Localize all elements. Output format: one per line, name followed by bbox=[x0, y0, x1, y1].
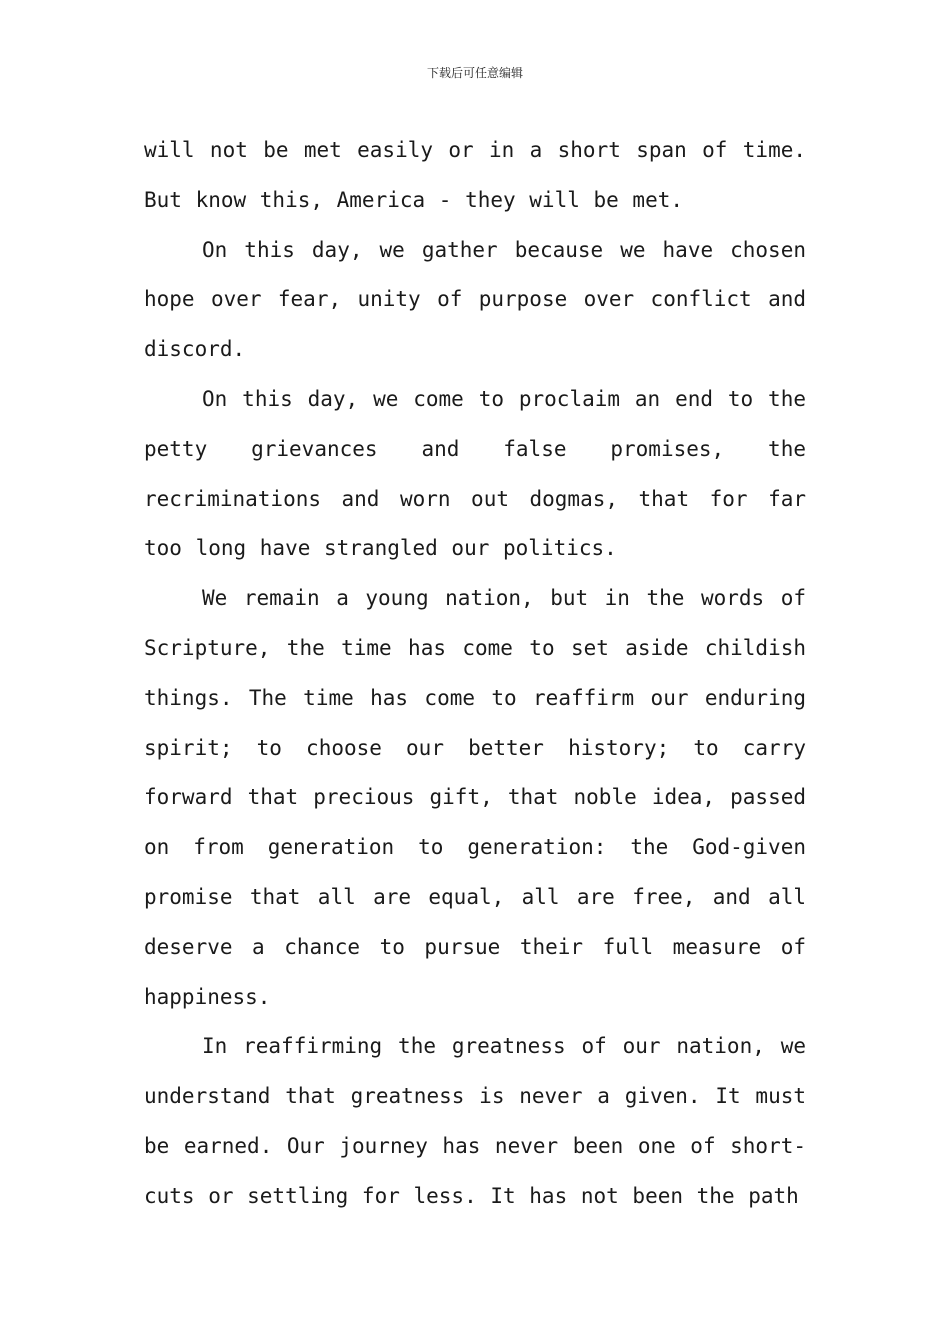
paragraph-hope-over-fear: On this day, we gather because we have chosen hope over fear, unity of purpose over conflict and discord. bbox=[144, 237, 806, 362]
paragraph-end-to-grievances: On this day, we come to proclaim an end to the petty grievances and false promises, the recriminations and worn out dogmas, that for far too long have strangled our politics. bbox=[144, 386, 806, 561]
paragraph-young-nation: We remain a young nation, but in the words of Scripture, the time has come to set aside childish things. The time has come to reaffirm our enduring spirit; to choose our better history; to carry forward that precious gift, that noble idea, passed on from generation to generation: the God-given promise that all are equal, all are free, and all deserve a chance to pursue their full measure of happiness. bbox=[144, 586, 806, 1009]
paragraph-greatness: In reaffirming the greatness of our nation, we understand that greatness is never a given. It must be earned. Our journey has never been one of short-cuts or settling for less. It has not been the path bbox=[144, 1034, 806, 1208]
paragraph-continuation: will not be met easily or in a short span of time. But know this, America - they will be met. bbox=[144, 138, 806, 212]
page-header: 下载后可任意编辑 bbox=[426, 66, 523, 80]
document-body bbox=[144, 126, 806, 1222]
